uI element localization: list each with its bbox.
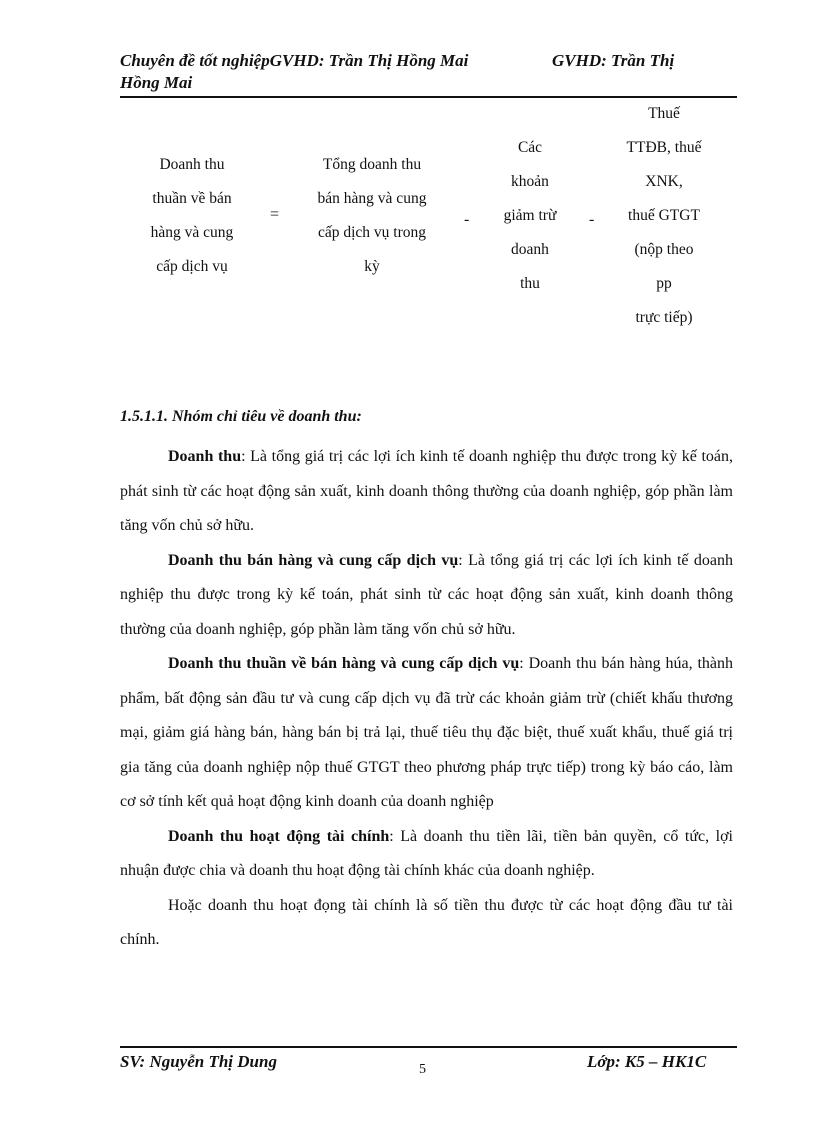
term-separator: : [458, 551, 469, 569]
header-right: GVHD: Trần Thị [552, 51, 675, 70]
formula-term1-line: cấp dịch vụ trong [317, 224, 427, 241]
term-label: Doanh thu thuần về bán hàng và cung cấp dịch vụ [168, 655, 520, 672]
formula-term1 [296, 148, 448, 284]
formula-lhs-line: Doanh thu [159, 156, 225, 173]
header-left: Chuyên đề tốt nghiệpGVHD: Trần Thị Hồng Mai [120, 51, 469, 70]
paragraph-text: Là tổng giá trị các lợi ích kinh tế doanh nghiệp thu được trong kỳ kế toán, phát sinh từ các hoạt động sản xuất, kinh doanh thông thường của doanh nghiệp, góp phần làm tăng vốn chủ sở hữu. [120, 551, 733, 638]
term-separator: : [519, 655, 529, 672]
paragraph-text: Là tổng giá trị các lợi ích kinh tế doanh nghiệp thu được trong kỳ kế toán, phát sinh từ các hoạt động sản xuất, kinh doanh thông thường của doanh nghiệp, góp phần làm tăng vốn chủ sở hữu. [120, 448, 733, 534]
formula-lhs [127, 148, 257, 284]
formula-term2-line: khoản [511, 173, 549, 190]
paragraph-doanh-thu-thuan [120, 647, 733, 820]
formula-term3-line: Thuế [648, 105, 680, 122]
paragraph-doanh-thu [120, 440, 733, 544]
formula-term3 [604, 97, 724, 335]
term-label: Doanh thu hoạt động tài chính [168, 827, 390, 845]
footer-class: Lớp: K5 – HK1C [587, 1052, 707, 1071]
page-header [120, 50, 735, 94]
formula-term2-line: giảm trừ [503, 207, 557, 224]
formula-lhs-line: thuần về bán [152, 190, 232, 207]
header-continuation: Hồng Mai [120, 73, 193, 92]
paragraph-text: Là doanh thu tiền lãi, tiền bản quyền, cổ tức, lợi nhuận được chia và doanh thu hoạt động tài chính khác của doanh nghiệp. [120, 827, 733, 879]
body-text [120, 440, 733, 958]
formula-term2-line: thu [520, 275, 540, 292]
formula-term3-line: TTĐB, thuế [626, 139, 702, 156]
paragraph-doanh-thu-ban-hang [120, 544, 733, 648]
footer-rule [120, 1046, 737, 1048]
formula-term1-line: kỳ [364, 258, 380, 275]
paragraph-doanh-thu-tai-chinh [120, 820, 733, 889]
formula-term3-line: thuế GTGT [628, 207, 700, 224]
term-label: Doanh thu [168, 448, 242, 465]
term-separator: : [241, 448, 251, 465]
paragraph-text: Doanh thu bán hàng húa, thành phẩm, bất động sản đầu tư và cung cấp dịch vụ đã trừ các khoản giảm trừ (chiết khấu thương mại, giảm giá hàng bán, hàng bán bị trả lại, thuế tiêu thụ đặc biệt, thuế xuất khẩu, thuế giá trị gia tăng của doanh nghiệp nộp thuế GTGT theo phương pháp trực tiếp) trong kỳ báo cáo, làm cơ sở tính kết quả hoạt động kinh doanh của doanh nghiệp [120, 655, 733, 810]
paragraph-text: Hoặc doanh thu hoạt đọng tài chính là số tiền thu được từ các hoạt động đầu tư tài chính. [120, 896, 733, 948]
formula-term2-line: Các [517, 139, 543, 156]
formula-term2 [488, 131, 572, 301]
formula-term3-line: pp [656, 275, 672, 292]
formula-term1-line: Tổng doanh thu [322, 156, 422, 173]
formula-term2-line: doanh [511, 241, 549, 258]
formula-term3-line: (nộp theo [634, 241, 694, 258]
paragraph-hoac [120, 889, 733, 958]
footer-student: SV: Nguyễn Thị Dung [120, 1052, 277, 1071]
formula-term3-line: XNK, [645, 173, 683, 190]
formula-equals: = [270, 206, 280, 223]
formula-minus-1: - [464, 211, 470, 228]
page-number: 5 [419, 1062, 426, 1077]
section-heading: 1.5.1.1. Nhóm chỉ tiêu về doanh thu: [120, 408, 362, 425]
formula-term1-line: bán hàng và cung [317, 190, 427, 207]
formula-lhs-line: cấp dịch vụ [156, 258, 228, 275]
term-separator: : [389, 827, 401, 845]
formula-term3-line: trực tiếp) [635, 309, 693, 326]
term-label: Doanh thu bán hàng và cung cấp dịch vụ [168, 551, 459, 569]
formula-minus-2: - [589, 211, 595, 228]
formula-lhs-line: hàng và cung [150, 224, 234, 241]
